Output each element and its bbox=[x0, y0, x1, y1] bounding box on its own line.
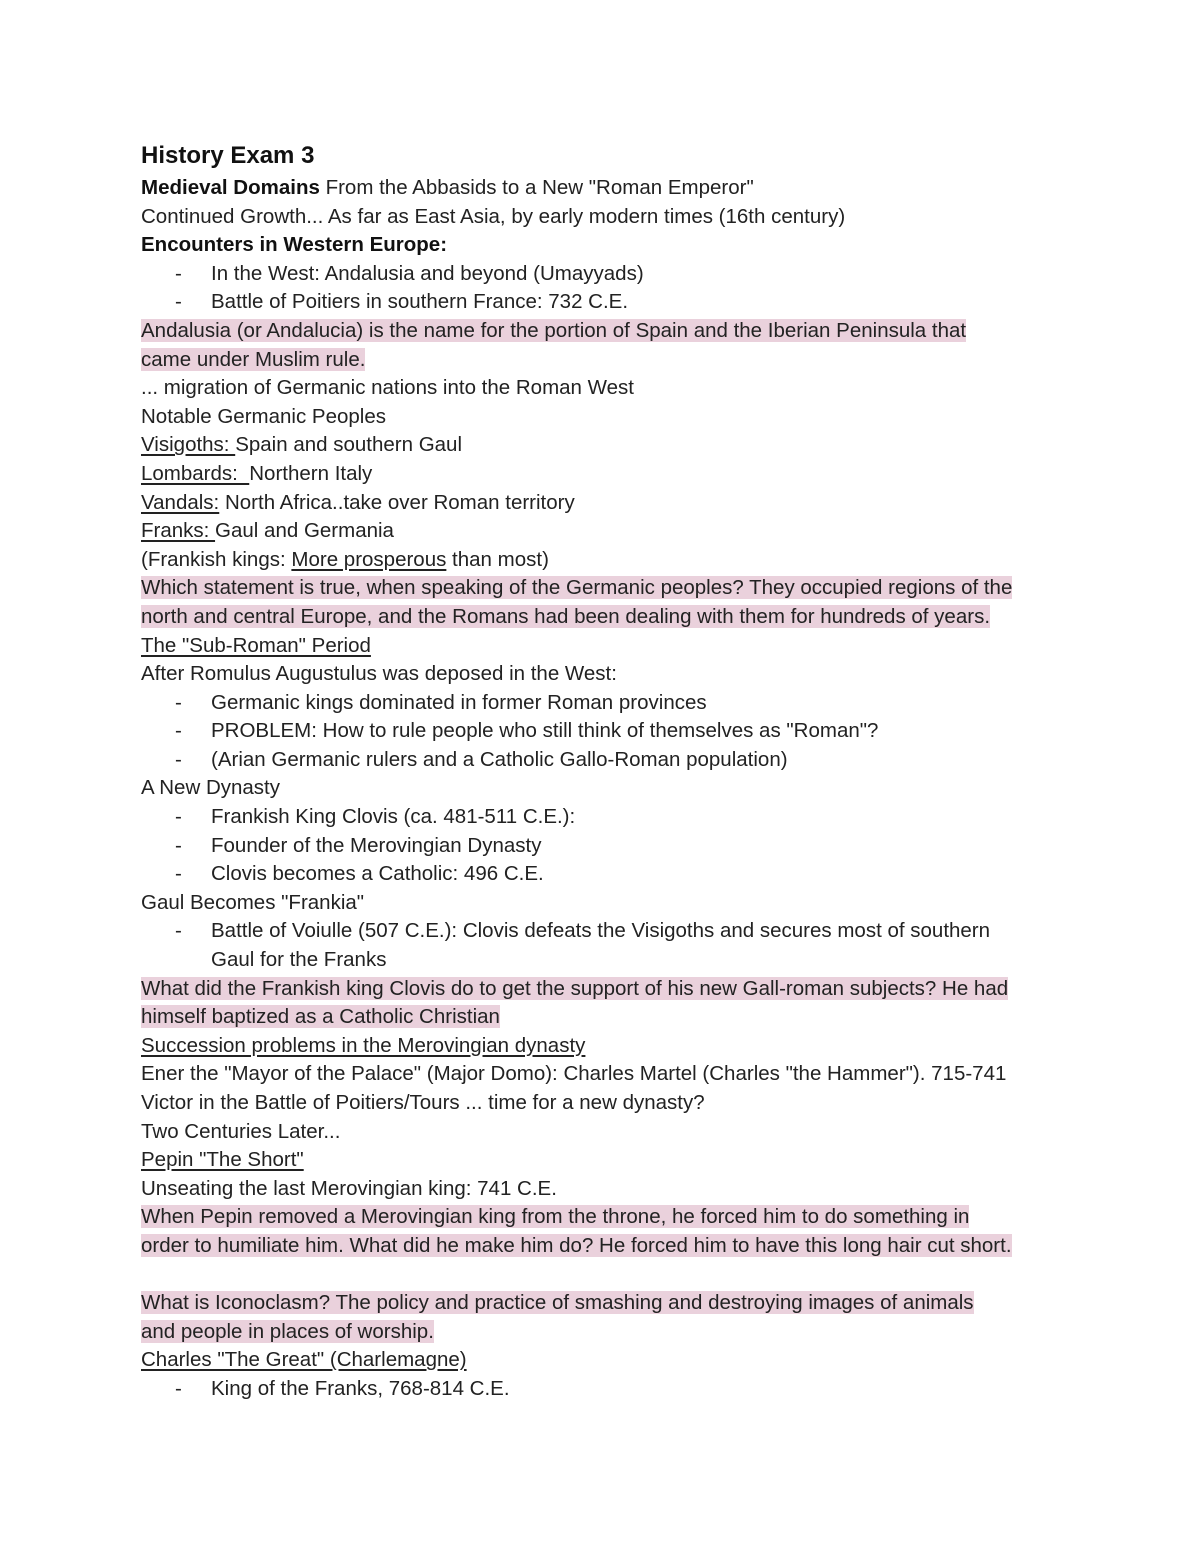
bullet-item bbox=[141, 746, 1081, 775]
bullet-dash: - bbox=[175, 747, 182, 771]
charles-heading bbox=[141, 1346, 1081, 1375]
bullet-text: Frankish King Clovis (ca. 481-511 C.E.): bbox=[211, 805, 576, 829]
frankish-pre: (Frankish kings: bbox=[141, 547, 292, 571]
highlight-text: order to humiliate him. What did he make him do? He forced him to have this long hair cut short. bbox=[141, 1233, 1012, 1257]
bullet-dash: - bbox=[175, 719, 182, 743]
bullet-item bbox=[141, 832, 1081, 861]
succession-heading-text: Succession problems in the Merovingian dynasty bbox=[141, 1033, 586, 1057]
highlighted-note bbox=[141, 1232, 1081, 1261]
people-label: Vandals: bbox=[141, 490, 220, 514]
bullet-dash: - bbox=[175, 290, 182, 314]
unseating-line: Unseating the last Merovingian king: 741 C.E. bbox=[141, 1176, 557, 1200]
frankish-underlined: More prosperous bbox=[291, 547, 447, 571]
notable-peoples-line: Notable Germanic Peoples bbox=[141, 404, 386, 428]
highlighted-note bbox=[141, 1003, 1081, 1032]
blank-line bbox=[141, 1261, 1081, 1290]
bullet-item bbox=[141, 803, 1081, 832]
bullet-item bbox=[141, 260, 1081, 289]
bullet-item bbox=[141, 917, 1031, 974]
highlighted-note bbox=[141, 603, 1081, 632]
people-item bbox=[141, 460, 1081, 489]
people-item bbox=[141, 517, 1081, 546]
bullet-item bbox=[141, 689, 1081, 718]
frankish-post: than most) bbox=[446, 547, 549, 571]
bullet-text: (Arian Germanic rulers and a Catholic Gallo-Roman population) bbox=[211, 747, 788, 771]
highlighted-note bbox=[141, 975, 1081, 1004]
two-centuries-line: Two Centuries Later... bbox=[141, 1119, 341, 1143]
medieval-domains-line bbox=[141, 174, 1081, 203]
bullet-text: Battle of Voiulle (507 C.E.): Clovis defeats the Visigoths and secures most of southern Gaul for the Franks bbox=[211, 919, 991, 972]
highlight-text: himself baptized as a Catholic Christian bbox=[141, 1005, 500, 1029]
bullet-dash: - bbox=[175, 690, 182, 714]
highlighted-note bbox=[141, 1289, 1081, 1318]
new-dynasty-line: A New Dynasty bbox=[141, 776, 280, 800]
continued-growth-line: Continued Growth... As far as East Asia, by early modern times (16th century) bbox=[141, 204, 846, 228]
bullet-text: Germanic kings dominated in former Roman provinces bbox=[211, 690, 707, 714]
succession-heading bbox=[141, 1032, 1081, 1061]
bullet-item bbox=[141, 288, 1081, 317]
frankish-kings-line bbox=[141, 546, 1081, 575]
bullet-text: PROBLEM: How to rule people who still think of themselves as "Roman"? bbox=[211, 719, 879, 743]
highlighted-note bbox=[141, 574, 1081, 603]
highlight-text: Andalusia (or Andalucia) is the name for the portion of Spain and the Iberian Peninsula that bbox=[141, 318, 967, 342]
document-title: History Exam 3 bbox=[141, 142, 315, 169]
romulus-line: After Romulus Augustulus was deposed in the West: bbox=[141, 662, 617, 686]
bullet-text: King of the Franks, 768-814 C.E. bbox=[211, 1376, 510, 1400]
sub-roman-heading-text: The "Sub-Roman" Period bbox=[141, 633, 371, 657]
highlight-text: When Pepin removed a Merovingian king from the throne, he forced him to do something in bbox=[141, 1205, 970, 1229]
bullet-dash: - bbox=[175, 1376, 182, 1400]
document-page bbox=[141, 140, 1081, 1404]
bullet-item bbox=[141, 860, 1081, 889]
people-item bbox=[141, 431, 1081, 460]
pepin-heading-text: Pepin "The Short" bbox=[141, 1148, 304, 1172]
medieval-domains-text: From the Abbasids to a New "Roman Emperor" bbox=[319, 176, 754, 199]
highlight-text: and people in places of worship. bbox=[141, 1319, 434, 1343]
bullet-text: In the West: Andalusia and beyond (Umayyads) bbox=[211, 261, 644, 285]
encounters-heading: Encounters in Western Europe: bbox=[141, 233, 448, 257]
highlighted-note bbox=[141, 317, 1081, 346]
people-item bbox=[141, 489, 1081, 518]
people-label: Visigoths: bbox=[141, 433, 236, 457]
people-text: Spain and southern Gaul bbox=[235, 433, 463, 457]
bullet-item bbox=[141, 1375, 1081, 1404]
highlight-text: Which statement is true, when speaking of the Germanic peoples? They occupied regions of the bbox=[141, 576, 1013, 600]
gaul-frankia-line: Gaul Becomes "Frankia" bbox=[141, 890, 365, 914]
highlight-text: came under Muslim rule. bbox=[141, 347, 366, 371]
victor-line: Victor in the Battle of Poitiers/Tours ... time for a new dynasty? bbox=[141, 1091, 705, 1114]
medieval-domains-label: Medieval Domains bbox=[141, 176, 320, 199]
people-label: Franks: bbox=[141, 519, 216, 543]
bullet-dash: - bbox=[175, 833, 182, 857]
highlight-text: north and central Europe, and the Romans had been dealing with them for hundreds of years. bbox=[141, 604, 991, 628]
bullet-text: Founder of the Merovingian Dynasty bbox=[211, 833, 542, 857]
bullet-text: Clovis becomes a Catholic: 496 C.E. bbox=[211, 862, 544, 886]
highlight-text: What is Iconoclasm? The policy and practice of smashing and destroying images of animals bbox=[141, 1291, 974, 1315]
bullet-dash: - bbox=[175, 862, 182, 886]
bullet-dash: - bbox=[175, 805, 182, 829]
highlighted-note bbox=[141, 1318, 1081, 1347]
highlight-text: What did the Frankish king Clovis do to get the support of his new Gall-roman subjects? He had bbox=[141, 976, 1009, 1000]
pepin-heading bbox=[141, 1146, 1081, 1175]
highlighted-note bbox=[141, 1203, 1081, 1232]
highlighted-note bbox=[141, 346, 1081, 375]
people-label: Lombards: bbox=[141, 461, 250, 485]
migration-line: ... migration of Germanic nations into the Roman West bbox=[141, 376, 634, 400]
people-text: Gaul and Germania bbox=[215, 519, 394, 543]
mayor-line: Ener the "Mayor of the Palace" (Major Domo): Charles Martel (Charles "the Hammer"). 715-741 bbox=[141, 1062, 1007, 1086]
bullet-dash: - bbox=[175, 919, 182, 943]
people-text: Northern Italy bbox=[249, 461, 373, 485]
bullet-text: Battle of Poitiers in southern France: 732 C.E. bbox=[211, 290, 629, 314]
bullet-item bbox=[141, 717, 1081, 746]
charles-heading-text: Charles "The Great" (Charlemagne) bbox=[141, 1348, 467, 1372]
people-text: North Africa..take over Roman territory bbox=[219, 490, 575, 514]
bullet-dash: - bbox=[175, 261, 182, 285]
sub-roman-heading bbox=[141, 632, 1081, 661]
